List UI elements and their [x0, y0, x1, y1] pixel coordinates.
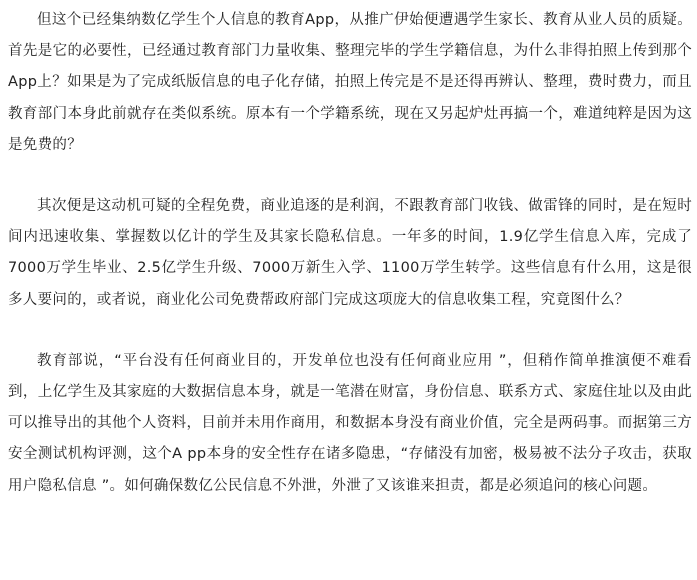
article-paragraph-3: 教育部说，“平台没有任何商业目的，开发单位也没有任何商业应用 ”，但稍作简单推演便不难看到，上亿学生及其家庭的大数据信息本身，就是一笔潜在财富，身份信息、联系方式、家庭住址以及由此可以推导出的其他个人资料，目前并未用作商用，和数据本身没有商业价值，完全是两码事。而据第三方安全测试机构评测，这个A pp本身的安全性存在诸多隐患，“存储没有加密，极易被不法分子攻击，获取用户隐私信息 ”。如何确保数亿公民信息不外泄，外泄了又该谁来担责，都是必须追问的核心问题。	[8, 352, 692, 494]
article-paragraph-1: 但这个已经集纳数亿学生个人信息的教育App，从推广伊始便遭遇学生家长、教育从业人员的质疑。首先是它的必要性，已经通过教育部门力量收集、整理完毕的学生学籍信息，为什么非得拍照上传到那个App上？如果是为了完成纸版信息的电子化存储，拍照上传完是不是还得再辨认、整理，费时费力，而且教育部门本身此前就存在类似系统。原本有一个学籍系统，现在又另起炉灶再搞一个，难道纯粹是因为这是免费的？	[8, 12, 692, 153]
article-paragraph-2: 其次便是这动机可疑的全程免费，商业追逐的是利润，不跟教育部门收钱、做雷锋的同时，是在短时间内迅速收集、掌握数以亿计的学生及其家长隐私信息。一年多的时间，1.9亿学生信息入库，完成了7000万学生毕业、2.5亿学生升级、7000万新生入学、1100万学生转学。这些信息有什么用，这是很多人要问的，或者说，商业化公司免费帮政府部门完成这项庞大的信息收集工程，究竟图什么？	[8, 198, 692, 308]
article-body	[8, 0, 692, 502]
